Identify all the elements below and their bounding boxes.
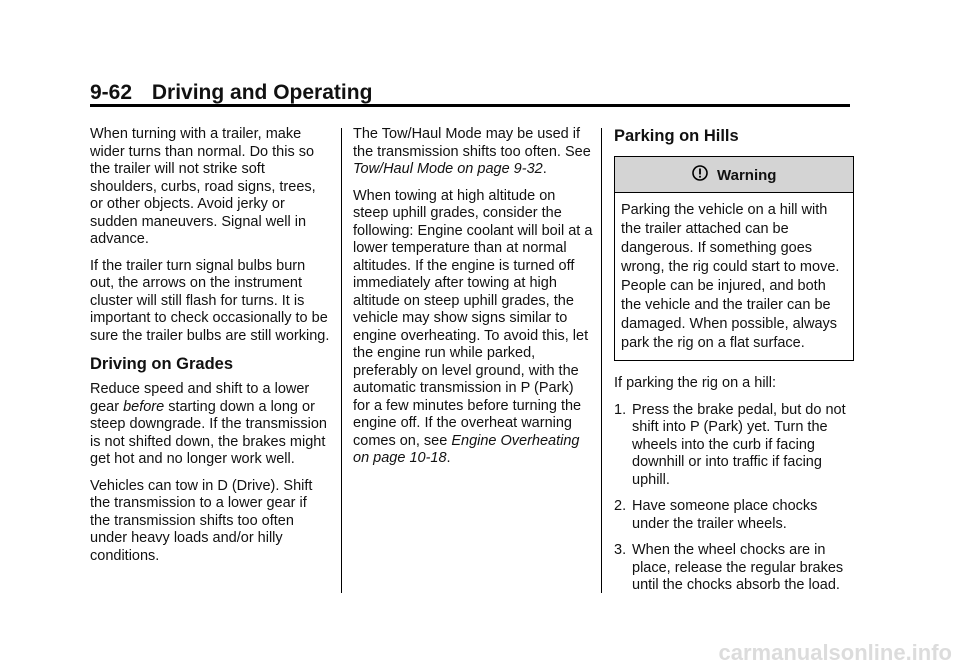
column-2 (353, 126, 593, 477)
link-engine-overheating[interactable]: Engine Overheating on page 10-18 (353, 432, 580, 466)
heading-parking-on-hills: Parking on Hills (614, 127, 739, 145)
paragraph-turn-signal-bulbs: If the trailer turn signal bulbs burn out, the arrows on the instrument cluster will still flash for turns. It is important to check occasionally to be sure the trailer bulbs are still working. (90, 257, 330, 344)
column-3 (614, 126, 854, 604)
warning-text: Parking the vehicle on a hill with the trailer attached can be dangerous. If something goes wrong, the rig could start to move. People can be injured, and both the vehicle and the trailer can be damaged. When possible, always park the rig on a flat surface. (621, 202, 840, 351)
page-header (90, 80, 850, 106)
warning-icon (692, 166, 712, 183)
column-divider-1 (341, 128, 342, 593)
heading-driving-on-grades: Driving on Grades (90, 355, 234, 373)
column-1 (90, 126, 330, 574)
list-item: 3. When the wheel chocks are in place, release the regular brakes until the chocks absorb the load. (614, 542, 844, 593)
warning-title: Warning (717, 167, 777, 184)
paragraph-high-altitude: When towing at high altitude on steep uphill grades, consider the following: Engine coolant will boil at a lower temperature than at normal altitudes. If the engine is turned off immediately after towing at high altitude on steep uphill grades, the vehicle may show signs similar to engine overheating. To avoid this, let the engine run while parked, preferably on level ground, with the automatic transmission in P (Park) for a few minutes before turning the engine off. If the overheat warning comes on, see Engine Overheating on page 10-18. (353, 187, 593, 466)
header-rule (90, 104, 850, 107)
paragraph-tow-in-drive: Vehicles can tow in D (Drive). Shift the transmission to a lower gear if the transmission shifts too often under heavy loads and/or hilly conditions. (90, 477, 313, 564)
page-number: 9-62 (90, 81, 133, 104)
paragraph-reduce-speed: Reduce speed and shift to a lower gear before starting down a long or steep downgrade. If the transmission is not shifted down, the brakes might get hot and no longer work well. (90, 381, 327, 467)
paragraph-parking-intro: If parking the rig on a hill: (614, 375, 777, 391)
warning-box (614, 156, 854, 361)
list-item: 1. Press the brake pedal, but do not shift into P (Park) yet. Turn the wheels into the curb if facing downhill or into traffic if facing uphill. (614, 401, 846, 488)
warning-header (615, 157, 853, 193)
paragraph-trailer-turns: When turning with a trailer, make wider turns than normal. Do this so the trailer will not strike soft shoulders, curbs, road signs, trees, or other objects. Avoid jerky or sudden maneuvers. Signal well in advance. (90, 126, 316, 247)
column-divider-2 (601, 128, 602, 593)
list-item: 2. Have someone place chocks under the trailer wheels. (614, 498, 818, 532)
link-tow-haul-mode[interactable]: Tow/Haul Mode on page 9-32 (353, 161, 543, 177)
parking-steps-list (614, 402, 854, 595)
watermark: carmanualsonline.info (718, 640, 952, 665)
section-title: Driving and Operating (151, 81, 373, 104)
paragraph-tow-haul: The Tow/Haul Mode may be used if the transmission shifts too often. See Tow/Haul Mode on page 9-32. (353, 126, 591, 177)
